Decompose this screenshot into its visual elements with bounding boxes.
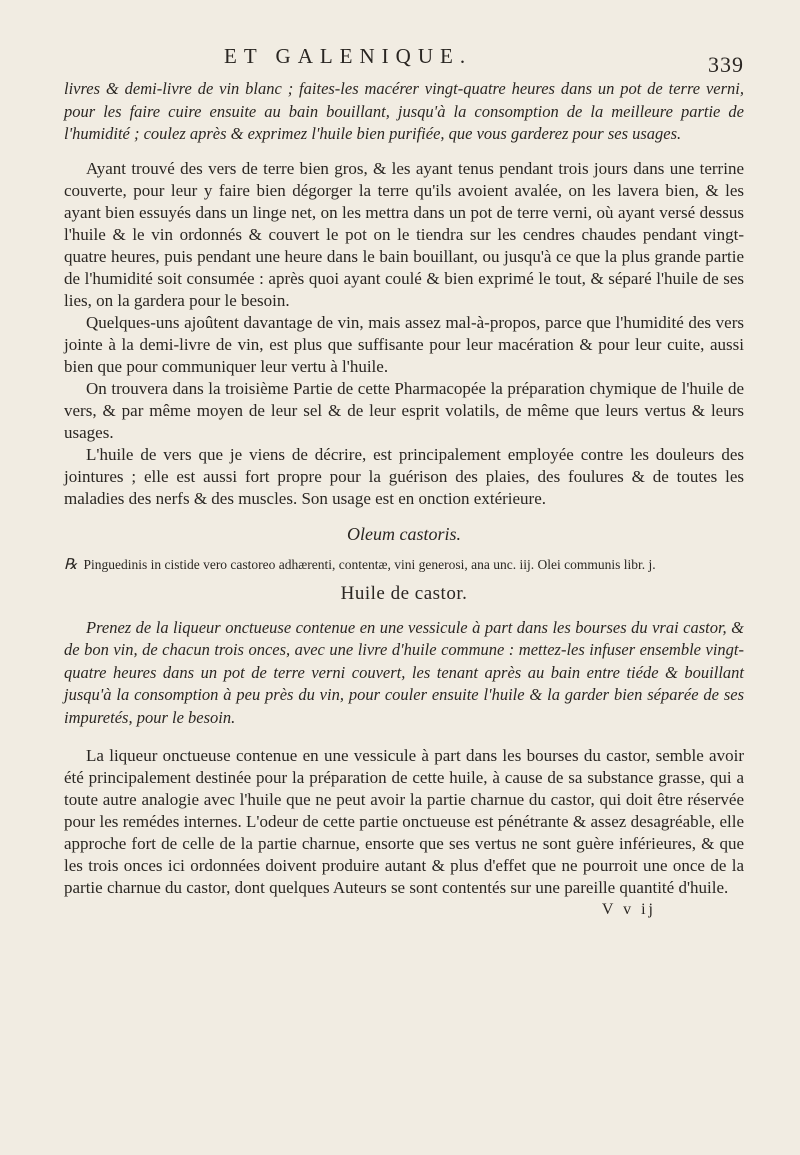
- paragraph-earthworms: Ayant trouvé des vers de terre bien gros, & les ayant tenus pendant trois jours dans une terrine couverte, pour leur y faire bien dégorger la terre qu'ils avoient avalée, on les lavera bien, & les ayant bien essuyés dans un linge net, on les mettra dans un pot de terre verni, où ayant versé dessus l'huile & le vin ordonnés & couvert le pot on le tiendra sur les cendres chaudes pendant vingt-quatre heures, puis pendant une heure dans le bain bouillant, ou jusqu'à ce que la plus grande partie de l'humidité soit consumée : après quoi ayant coulé & bien exprimé le tout, & séparé l'huile de ses lies, on la gardera pour le besoin.: [64, 158, 744, 310]
- running-title: ET GALENIQUE.: [224, 44, 473, 68]
- recipe-text: Prenez de la liqueur onctueuse contenue en une vessicule à part dans les bourses du vrai castor, & de bon vin, de chacun trois onces, avec une livre d'huile commune : mettez-les infuser ensemble vingt-quatre heures dans un pot de terre verni couvert, les tenant après au bain entre tiéde & bouillant jusqu'à la consomption à peu près du vin, pour couler ensuite l'huile & la garder bien séparée de ses impuretés, pour le besoin.: [64, 617, 744, 727]
- latin-formula: [64, 555, 744, 575]
- latin-formula-title: Oleum castoris.: [347, 523, 461, 544]
- running-head: [64, 40, 744, 77]
- recipe-symbol: ℞: [64, 556, 78, 573]
- page-number: 339: [708, 52, 744, 77]
- signature-mark: V v ij: [601, 901, 656, 918]
- paragraph-uses: L'huile de vers que je viens de décrire, est principalement employée contre les douleurs des jointures ; elle est aussi fort propre pour la guérison des plaies, des foulures & de toutes les maladies des nerfs & des muscles. Son usage est en onction extérieure.: [64, 444, 744, 508]
- closing-paragraph: La liqueur onctueuse contenue en une vessicule à part dans les bourses du castor, semble avoir été principalement destinée pour la préparation de cette huile, à cause de sa substance grasse, qui a toute autre analogie avec l'huile que ne peut avoir la partie charnue du castor, qui doit être réservée pour les remédes internes. L'odeur de cette partie onctueuse est pénétrante & assez desagréable, elle approche fort de celle de la partie charnue, ensorte que ses vertus ne sont guère inférieures, & que les trois onces ici ordonnées doivent produire autant & plus d'effet que ne pourroit une once de la partie charnue du castor, dont quelques Auteurs se sont contentés sur une pareille quantité d'huile.: [64, 746, 744, 897]
- latin-formula-text: Pinguedinis in cistide vero castoreo adhærenti, contentæ, vini generosi, ana unc. iij. Olei communis libr. j.: [83, 556, 656, 572]
- paragraph-more-wine: Quelques-uns ajoûtent davantage de vin, mais assez mal-à-propos, parce que l'humidité des vers jointe à la demi-livre de vin, est plus que suffisante pour leur macération & pour leur cuite, aussi bien que pour communiquer leur vertu à l'huile.: [64, 312, 744, 376]
- paragraph-third-part: On trouvera dans la troisième Partie de cette Pharmacopée la préparation chymique de l'huile de vers, & par même moyen de leur sel & de leur esprit volatils, de même que leurs vertus & leurs usages.: [64, 378, 744, 442]
- french-formula-title: Huile de castor.: [340, 582, 468, 604]
- intro-text: livres & demi-livre de vin blanc ; faites-les macérer vingt-quatre heures dans un pot de terre verni, pour les faire cuire ensuite au bain bouillant, jusqu'à la consomption de la meilleure partie de l'humidité ; coulez après & exprimez l'huile bien purifiée, que vous garderez pour ses usages.: [64, 79, 744, 143]
